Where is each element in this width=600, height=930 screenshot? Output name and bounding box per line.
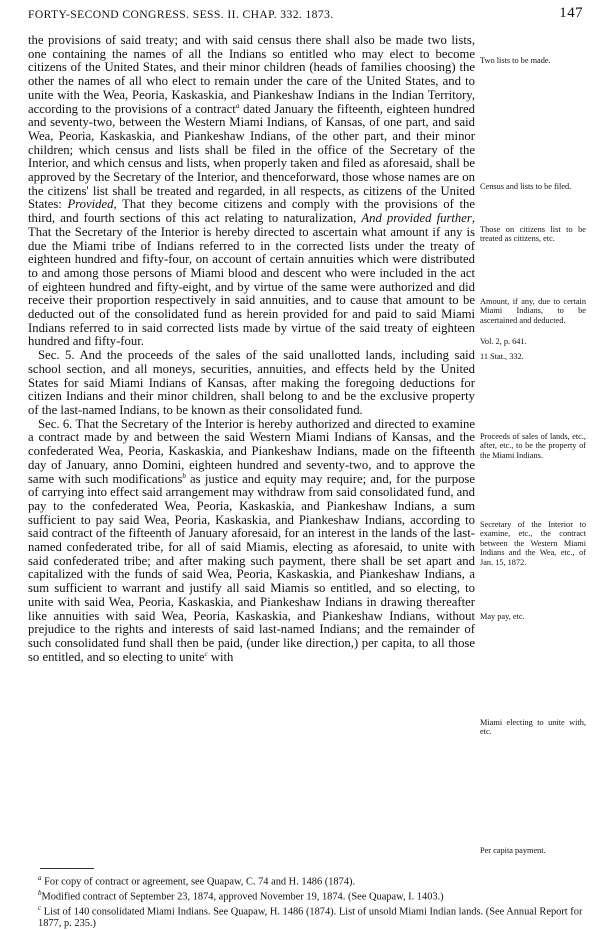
footnote xyxy=(28,903,583,930)
footnote-text: List of 140 consolidated Miami Indians. See Quapaw, H. 1486 (1874). List of unsold Miami Indian lands. (See Annual Report for 1877, p. 235.) xyxy=(38,906,583,930)
footnotes xyxy=(28,873,583,930)
running-header xyxy=(28,5,583,25)
margin-note: Census and lists to be filed. xyxy=(480,182,572,191)
margin-note: Per capita payment. xyxy=(480,846,546,855)
footnote-text: Modified contract of September 23, 1874, approved November 19, 1874. (See Quapaw, I. 1403.) xyxy=(41,891,444,903)
section-label: Sec. 5. xyxy=(38,348,75,363)
section-6 xyxy=(28,418,475,665)
footnote-mark: a xyxy=(38,874,42,882)
text-span: And the proceeds of the sales of the said unallotted lands, including said school section, and all moneys, securities, annuities, and effects held by the United States for said Miami Indians of Kansas, after making the foregoing deductions for citizen Indians and their minor children, shall belong to and be the exclusive property of the last-named Indians, to be known as their consolidated fund. xyxy=(28,348,475,417)
section-label: Sec. 6. xyxy=(38,416,73,431)
section-5 xyxy=(28,349,475,418)
text-span: That the Secretary of the Interior is hereby authorized and directed to examine a contract made by and between the said Western Miami Indians of Kansas, and the confederated Wea, Peoria, Kaskaskia, and Piankeshaw Indians, made on the fifteenth day of January, anno Domini, eighteen hundred and seventy-two, and to approve the same with such modifications xyxy=(28,416,475,486)
text-span: , That the Secretary of the Interior is hereby directed to ascertain what amount if any is due the Miami tribe of Indians referred to in the corrected lists under the treaty of eighteen hundred and fifty-four, on account of certain annuities which were distributed to and among those persons of Miami blood and descent who were included in the act of eighteen hundred and fifty-eight, and by virtue of the same were authorized and did receive their proportion respectively in said annuities, and to cause that amount to be deducted out of the consolidated fund as herein provided for and paid to said Miami Indians referred to in said corrected lists made by virtue of the said treaty of eighteen hundred and fifty-four. xyxy=(28,211,475,349)
footnote-ref-b: b xyxy=(182,471,186,480)
footnote-mark: c xyxy=(38,904,42,913)
footnote-mark: b xyxy=(38,889,42,898)
text-span: the provisions of said treaty; and with said census there shall also be made two lists, one containing the names of all the Indians so entitled who may elect to become citizens of the United States, and their minor children (heads of families choosing) the other the names of all who elect to remain under the care of the United States, and to unite with the Wea, Peoria, Kaskaskia, and Piankeshaw Indians in the Indian Territory, according to the provisions of a contract xyxy=(28,33,475,116)
margin-note: May pay, etc. xyxy=(480,612,525,621)
margin-note: Vol. 2, p. 641. xyxy=(480,337,527,346)
footnote-ref-a: a xyxy=(235,101,240,110)
footnote-text: For copy of contract or agreement, see Quapaw, C. 74 and H. 1486 (1874). xyxy=(44,876,356,888)
text-span: , That they become citizens and comply with the provisions of the third, and fourth sections of this act relating to naturalization, xyxy=(28,197,475,226)
provided-further-italic: And provided further xyxy=(361,211,472,226)
margin-note: Amount, if any, due to certain Miami Indians, to be ascertained and deducted. xyxy=(480,297,586,325)
section-4-continuation xyxy=(28,34,475,349)
margin-note: Secretary of the Interior to examine, etc., the contract between the Western Miami Indians and the Wea, etc., of Jan. 15, 1872. xyxy=(480,520,586,567)
footnote xyxy=(28,873,583,888)
text-span: as justice and equity may require; and, for the purpose of carrying into effect said arrangement may withdraw from said consolidated fund, and pay to the confederated Wea, Peoria, Kaskaskia, and Piankeshaw Indians, a sum sufficient to pay said Wea, Peoria, Kaskaskia, and Piankeshaw Indians, according to said contract of the fifteenth of January aforesaid, for an interest in the lands of the last-named confederated tribe, for all of said Miamis, electing as aforesaid, to unite with said confederated tribe; and after making such payment, there shall be set apart and capitalized with the funds of said Wea, Peoria, Kaskaskia, and Piankeshaw Indians, a sum sufficient to warrant and justify all said Miamis so entitled, and so electing, to unite with said Wea, Peoria, Kaskaskia, and Piankeshaw Indians in drawing thereafter like annuities with said Wea, Peoria, Kaskaskia, and Piankeshaw Indians, without prejudice to the rights and interests of said last-named Indians; and the remainder of such consolidated fund shall then be paid, (under like direction,) per capita, to all those so entitled, and so electing to unite xyxy=(28,471,476,664)
text-span: dated January the fifteenth, eighteen hundred and seventy-two, between the Western Miami Indians, of Kansas, of one part, and said Wea, Peoria, Kaskaskia, and Piankeshaw Indians, of the other part, and their minor children; which census and lists shall be filed in the office of the Secretary of the Interior, and which census and lists, when properly taken and filed as aforesaid, shall be approved by the Secretary of the Interior, and thenceforward, those whose names are on the citizens' list shall be treated and regarded, in all respects, as citizens of the United States: xyxy=(28,101,475,212)
margin-note: Miami electing to unite with, etc. xyxy=(480,718,586,737)
footnote-ref-c: c xyxy=(204,649,208,658)
main-text xyxy=(28,34,475,664)
text-span: with xyxy=(207,649,234,664)
footnote-rule xyxy=(40,868,94,869)
margin-note: Those on citizens list to be treated as citizens, etc. xyxy=(480,225,586,244)
page-number: 147 xyxy=(559,5,583,21)
footnote xyxy=(28,888,583,903)
margin-note: 11 Stat., 332. xyxy=(480,352,524,361)
margin-note: Proceeds of sales of lands, etc., after, etc., to be the property of the Miami Indians. xyxy=(480,432,586,460)
margin-note: Two lists to be made. xyxy=(480,56,551,65)
running-head: FORTY-SECOND CONGRESS. SESS. II. CHAP. 332. 1873. xyxy=(28,8,334,21)
provided-italic: Provided xyxy=(67,197,114,212)
